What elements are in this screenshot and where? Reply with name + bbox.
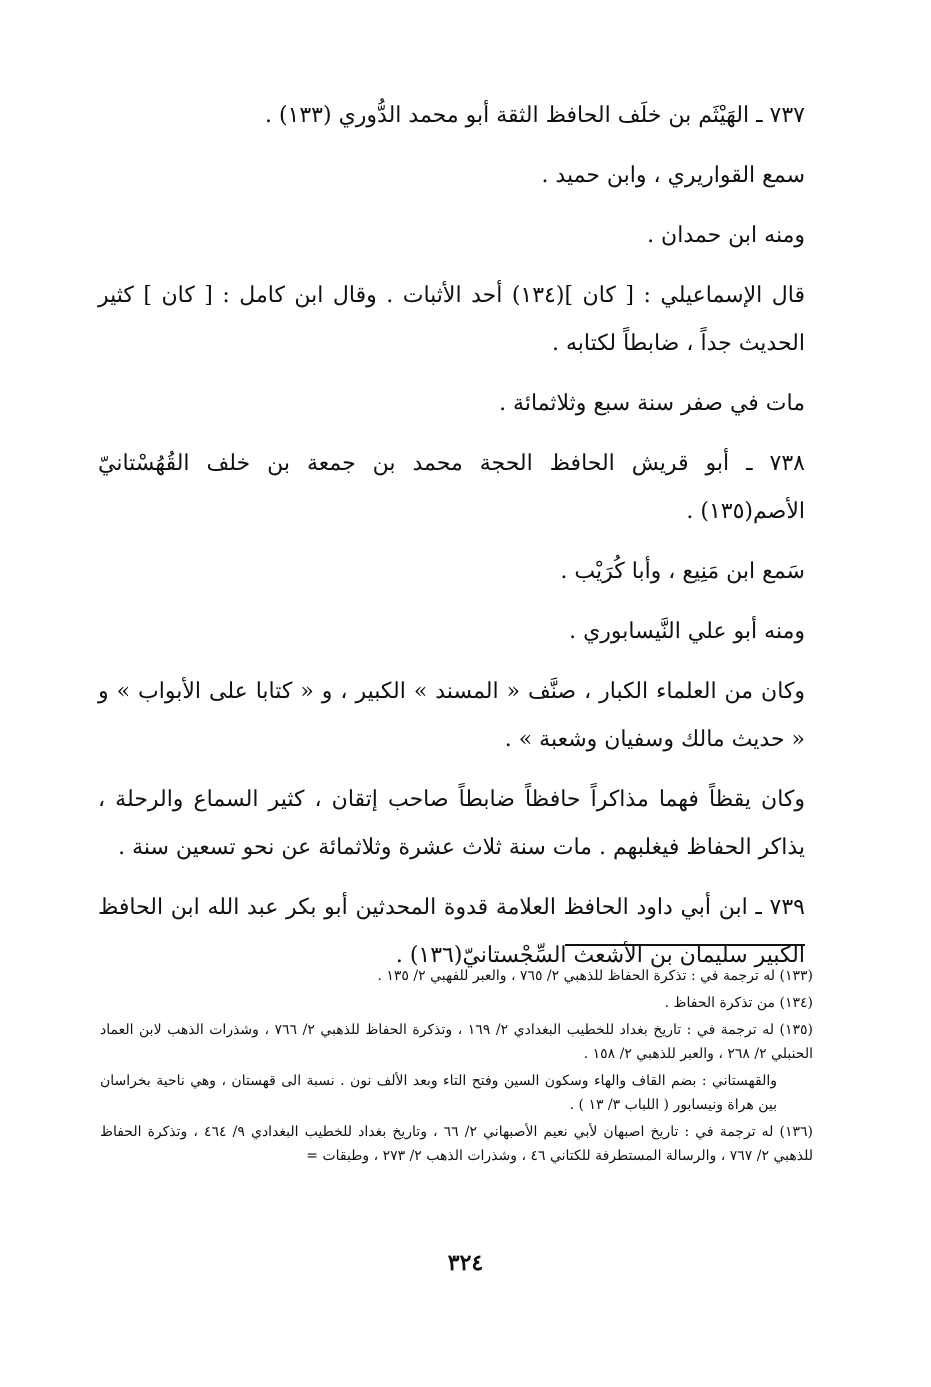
footnote-135-continuation: والقهستاني : بضم القاف والهاء وسكون السين وفتح التاء وبعد الألف نون . نسبة الى قهستان ، وهي ناحية بخراسان بين هراة ونيسابور ( اللباب ٣/ ١٣ ) . xyxy=(100,1073,777,1113)
entry-738-heard-from: سَمع ابن مَنِيع ، وأبا كُرَيْب . xyxy=(560,559,805,584)
footnote-133: (١٣٣) له ترجمة في : تذكرة الحفاظ للذهبي ٢/ ٧٦٥ ، والعبر للفهبي ٢/ ١٣٥ . xyxy=(377,968,813,984)
footnote-divider xyxy=(565,944,805,946)
entry-737-assessment: قال الإسماعيلي : [ كان ](١٣٤) أحد الأثبات . وقال ابن كامل : [ كان ] كثير الحديث جداً ، ضابطاً لكتابه . xyxy=(98,283,805,356)
footnote-135: (١٣٥) له ترجمة في : تاريخ بغداد للخطيب البغدادي ٢/ ١٦٩ ، وتذكرة الحفاظ للذهبي ٢/ ٧٦٦ ، وشذرات الذهب لابن العماد الحنبلي ٢/ ٢٦٨ ، والعبر للذهبي ٢/ ١٥٨ . xyxy=(100,1022,813,1062)
entry-738-heading: ٧٣٨ ـ أبو قريش الحافظ الحجة محمد بن جمعة بن خلف القُهُسْتانيّ الأصم(١٣٥) . xyxy=(98,451,805,524)
footnote-134: (١٣٤) من تذكرة الحفاظ . xyxy=(664,995,813,1011)
entry-737-death: مات في صفر سنة سبع وثلاثمائة . xyxy=(499,391,805,416)
entry-738-works: وكان من العلماء الكبار ، صنَّف « المسند » الكبير ، و « كتابا على الأبواب » و « حديث مالك وسفيان وشعبة » . xyxy=(98,679,805,752)
entry-737-narrators: ومنه ابن حمدان . xyxy=(647,223,805,248)
footnote-136: (١٣٦) له ترجمة في : تاريخ اصبهان لأبي نعيم الأصبهاني ٢/ ٦٦ ، وتاريخ بغداد للخطيب البغدادي ٩/ ٤٦٤ ، وتذكرة الحفاظ للذهبي ٢/ ٧٦٧ ، والرسالة المستطرفة للكتاني ٤٦ ، وشذرات الذهب ٢/ ٢٧٣ ، وطبقات = xyxy=(100,1124,814,1164)
entry-737-heading: ٧٣٧ ـ الهَيْثَم بن خلَف الحافظ الثقة أبو محمد الدُّوري (١٣٣) . xyxy=(264,103,805,128)
main-text xyxy=(98,92,805,992)
page-number: ٣٢٤ xyxy=(447,1250,484,1276)
entry-737-heard-from: سمع القواريري ، وابن حميد . xyxy=(541,163,805,188)
entry-738-narrators: ومنه أبو علي النَّيسابوري . xyxy=(569,619,805,644)
entry-739-heading: ٧٣٩ ـ ابن أبي داود الحافظ العلامة قدوة المحدثين أبو بكر عبد الله ابن الحافظ الكبير سليمان بن الأشعث السِّجْستانيّ(١٣٦) . xyxy=(98,895,805,968)
entry-738-description: وكان يقظاً فهما مذاكراً حافظاً ضابطاً صاحب إتقان ، كثير السماع والرحلة ، يذاكر الحفاظ فيغلبهم . مات سنة ثلاث عشرة وثلاثمائة عن نحو تسعين سنة . xyxy=(98,787,805,860)
footnotes xyxy=(100,964,813,1171)
